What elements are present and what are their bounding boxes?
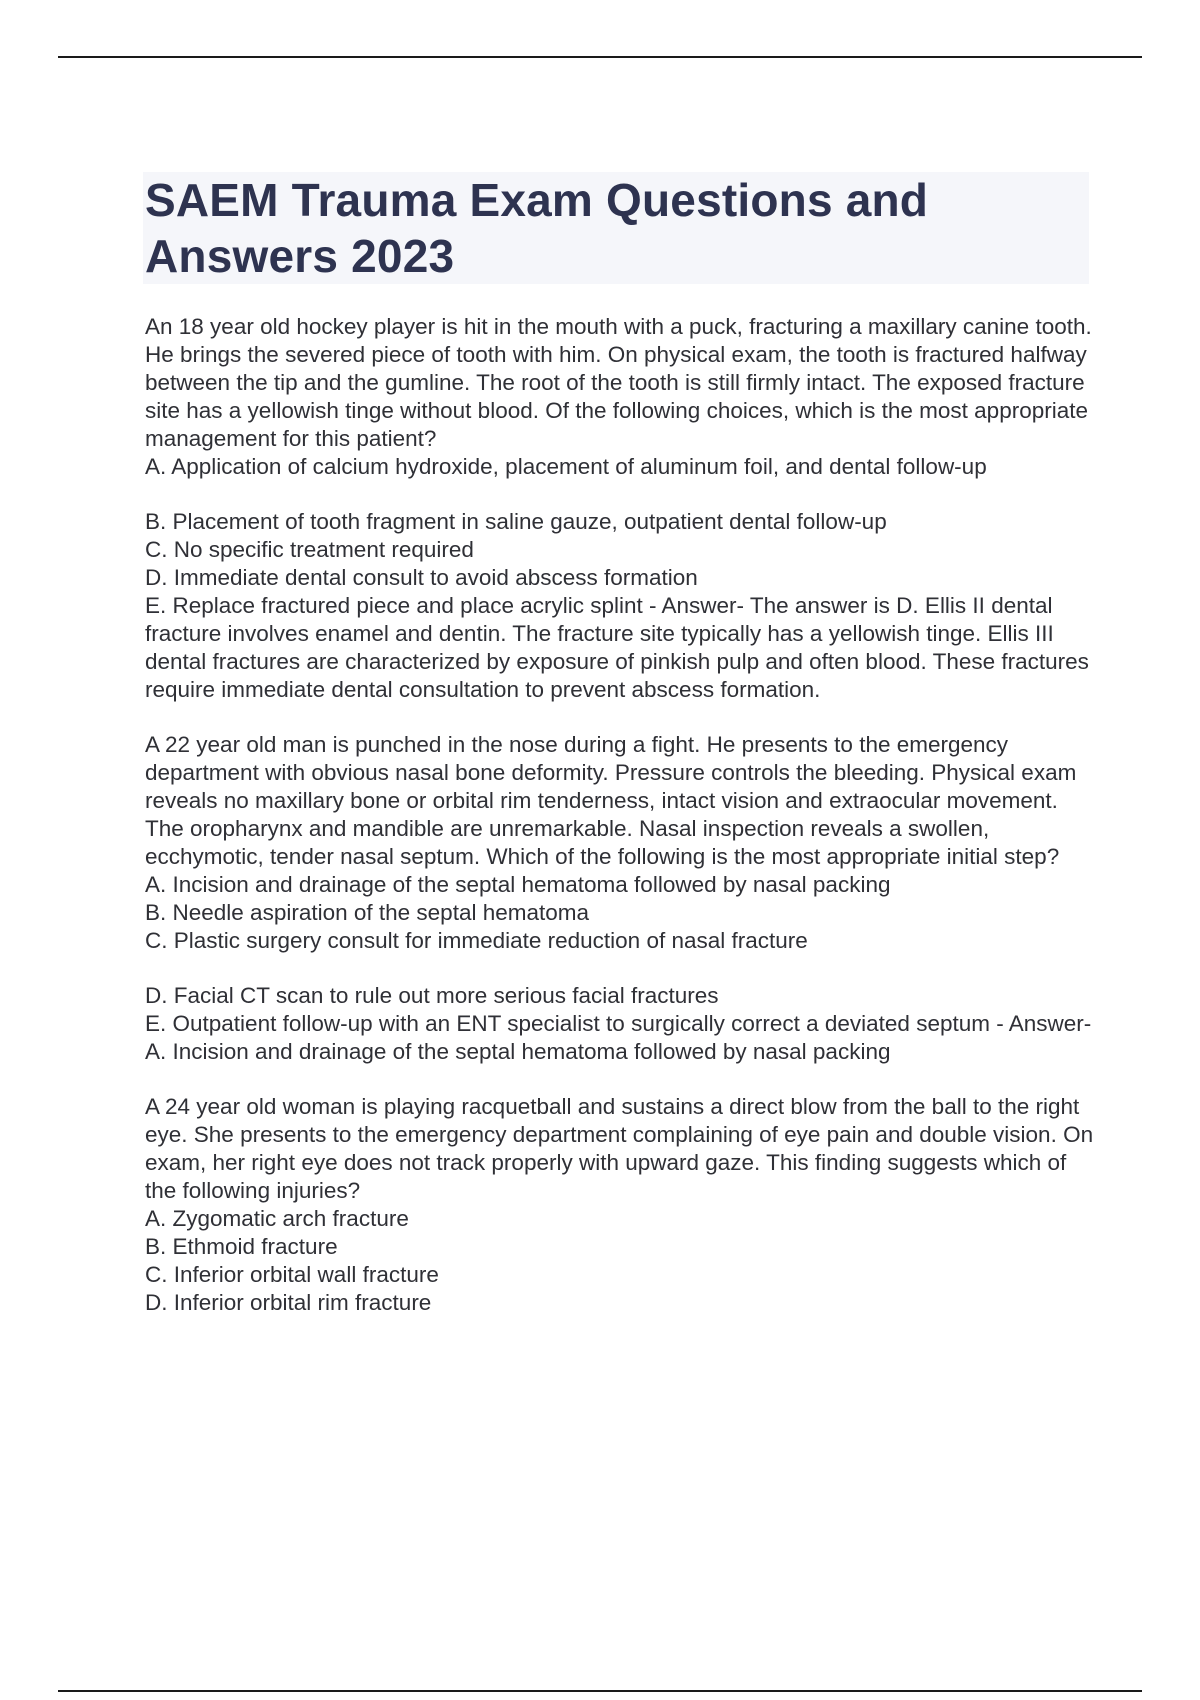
option-b: B. Placement of tooth fragment in saline gauze, outpatient dental follow-up — [145, 509, 887, 534]
option-d: D. Inferior orbital rim fracture — [145, 1290, 432, 1315]
question-2 — [145, 731, 1095, 1066]
option-c: C. Plastic surgery consult for immediate reduction of nasal fracture — [145, 928, 808, 953]
option-c: C. No specific treatment required — [145, 537, 474, 562]
option-b: B. Needle aspiration of the septal hematoma — [145, 900, 590, 925]
top-rule — [58, 56, 1142, 58]
option-a: A. Zygomatic arch fracture — [145, 1206, 409, 1231]
document-body — [145, 313, 1095, 1317]
option-c: C. Inferior orbital wall fracture — [145, 1262, 439, 1287]
question-3 — [145, 1093, 1095, 1317]
page-title: SAEM Trauma Exam Questions and Answers 2023 — [145, 174, 929, 282]
option-d: D. Facial CT scan to rule out more serious facial fractures — [145, 983, 719, 1008]
option-e-and-answer: E. Outpatient follow-up with an ENT specialist to surgically correct a deviated septum - Answer- A. Incision and drainage of the septal hematoma followed by nasal packing — [145, 1011, 1092, 1064]
question-stem: An 18 year old hockey player is hit in the mouth with a puck, fracturing a maxillary canine tooth. He brings the severed piece of tooth with him. On physical exam, the tooth is fractured halfway between the tip and the gumline. The root of the tooth is still firmly intact. The exposed fracture site has a yellowish tinge without blood. Of the following choices, which is the most appropriate management for this patient? — [145, 314, 1092, 451]
option-a: A. Application of calcium hydroxide, placement of aluminum foil, and dental follow-up — [145, 454, 987, 479]
bottom-rule — [58, 1690, 1142, 1692]
question-stem: A 24 year old woman is playing racquetball and sustains a direct blow from the ball to the right eye. She presents to the emergency department complaining of eye pain and double vision. On exam, her right eye does not track properly with upward gaze. This finding suggests which of the following injuries? — [145, 1094, 1094, 1203]
option-b: B. Ethmoid fracture — [145, 1234, 338, 1259]
option-e-and-answer: E. Replace fractured piece and place acrylic splint - Answer- The answer is D. Ellis II dental fracture involves enamel and dentin. The fracture site typically has a yellowish tinge. Ellis III dental fractures are characterized by exposure of pinkish pulp and often blood. These fractures require immediate dental consultation to prevent abscess formation. — [145, 593, 1089, 702]
option-a: A. Incision and drainage of the septal hematoma followed by nasal packing — [145, 872, 891, 897]
option-d: D. Immediate dental consult to avoid abscess formation — [145, 565, 698, 590]
question-stem: A 22 year old man is punched in the nose during a fight. He presents to the emergency department with obvious nasal bone deformity. Pressure controls the bleeding. Physical exam reveals no maxillary bone or orbital rim tenderness, intact vision and extraocular movement. The oropharynx and mandible are unremarkable. Nasal inspection reveals a swollen, ecchymotic, tender nasal septum. Which of the following is the most appropriate initial step? — [145, 732, 1077, 869]
question-1 — [145, 313, 1095, 704]
title-block — [143, 172, 1089, 284]
